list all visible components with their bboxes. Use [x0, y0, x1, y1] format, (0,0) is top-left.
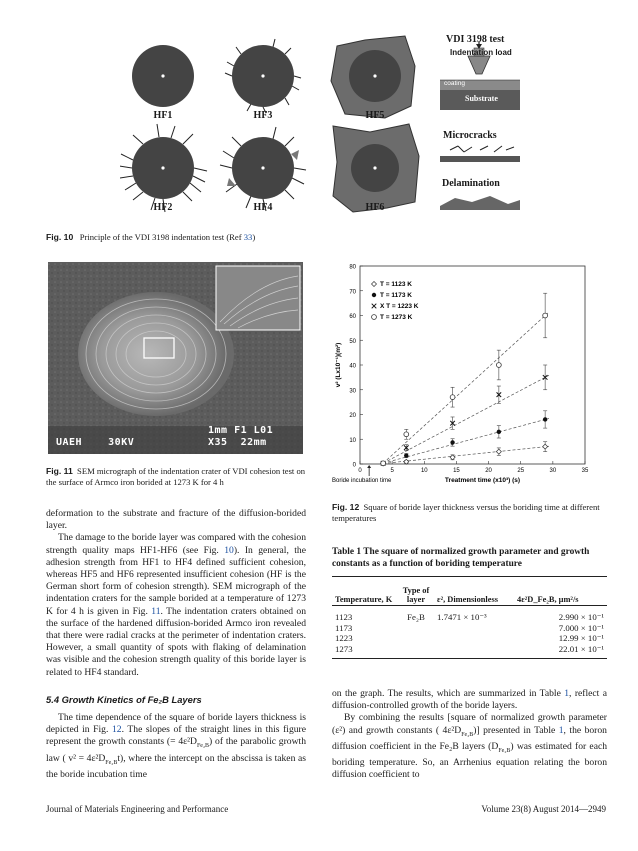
legend-3-label: T = 1273 K: [380, 314, 413, 321]
x-tick-label: 25: [517, 468, 525, 474]
left-p3-sub1: Fe₂B: [196, 743, 210, 750]
legend-2-marker-shape: [372, 304, 377, 309]
x-tick-label: 35: [581, 468, 589, 474]
hf1-label: HF1: [153, 110, 173, 121]
fig10-caption-label: Fig. 10: [46, 232, 74, 242]
right-column: [332, 688, 607, 781]
series-1-point: [404, 453, 408, 457]
series-3-point-shape: [496, 363, 501, 368]
series-0-point-shape: [496, 449, 501, 454]
table-1-body: [332, 612, 607, 654]
series-3-point-shape: [381, 461, 386, 466]
table-cell: 7.000 × 10⁻¹: [558, 622, 604, 633]
left-p3-a: The time dependence of the square of boride layers thickness is depicted in Fig.: [46, 712, 306, 736]
right-p2-sub2: Fe₂B: [498, 747, 511, 754]
left-p2-b: ). In general, the adhesion strength from HF1 to HF4 defined sufficient cohesion, whereas HF5 and HF6 represented insufficient cohesion (HF is the German short form of cohesion strength). SEM micrograph of the indentation craters for the sample borided at a temperature of 1273 K for 4 h is given in Fig.: [46, 544, 306, 617]
series-1-point-shape: [450, 440, 454, 444]
series-1-point-shape: [543, 417, 547, 421]
series-0-point: [450, 455, 455, 460]
legend-0-marker: [372, 282, 377, 287]
series-0-point: [496, 449, 501, 454]
coating-label: coating: [444, 80, 465, 87]
delamination-label: Delamination: [442, 178, 500, 189]
right-p2-c: , the boron diffusion coefficient in the Fe₂B layers (D: [332, 724, 607, 752]
left-p2-ref-fig10[interactable]: 10: [224, 544, 234, 556]
left-p2-ref-fig11[interactable]: 11: [151, 605, 161, 617]
legend-1-marker-shape: [372, 293, 376, 297]
series-0-point-shape: [543, 444, 548, 449]
left-p2-c: . The indentation craters obtained on the surface of the hardened diffusion-borided Armco iron revealed that there were radial cracks at the perimeter of indentation craters. However, a small quantity of spots with flaking of delamination was visible and the cohesion strength quality of this boride layer is related to HF4 standard.: [46, 605, 306, 678]
left-p1: deformation to the substrate and fracture of the diffusion-borided layer.: [46, 508, 306, 532]
figure-10: [120, 28, 520, 228]
table-row: [332, 612, 607, 623]
table-1-title: Table 1 The square of normalized growth parameter and growth constants as a function of boriding temperature: [332, 547, 590, 569]
x-tick-label: 20: [485, 468, 492, 474]
table-header-type: Type of layer: [402, 586, 430, 604]
hf2-label: HF2: [153, 202, 173, 213]
hf6-indent: [333, 124, 419, 212]
section-5-4-heading: 5.4 Growth Kinetics of Fe₂B Layers: [46, 693, 202, 705]
legend-2-marker: [372, 304, 377, 309]
table-cell: 12.99 × 10⁻¹: [558, 633, 604, 643]
right-p2: [332, 712, 607, 781]
y-tick-label: 0: [352, 462, 356, 469]
hf6-label: HF6: [365, 202, 385, 213]
fig12-caption-text: Square of boride layer thickness versus the boriding time at different temperatures: [332, 502, 600, 523]
x-tick-label: 15: [453, 468, 460, 474]
series-3-point: [543, 313, 548, 318]
y-tick-label: 50: [349, 338, 356, 345]
series-1-point: [497, 430, 501, 434]
table-cell: [398, 644, 434, 655]
footer-volume: Volume 23(8) August 2014—2949: [481, 804, 606, 814]
table-cell: Fe₂B: [407, 612, 425, 622]
legend-1-label: T = 1173 K: [380, 292, 412, 299]
series-1-point: [450, 440, 454, 444]
series-1-point-shape: [404, 453, 408, 457]
fig10-caption-text: Principle of the VDI 3198 indentation test (Ref: [79, 232, 242, 242]
left-p2: [46, 532, 306, 678]
indentation-load-label: Indentation load: [450, 48, 512, 57]
series-3-point-shape: [543, 313, 548, 318]
fig12-svg: [330, 258, 600, 490]
legend-1-marker: [372, 293, 376, 297]
table-cell: [434, 633, 514, 644]
hf1-indent: [132, 45, 194, 107]
x-tick-label: 0: [358, 468, 362, 474]
series-0-point-shape: [450, 455, 455, 460]
fig10-caption-ref[interactable]: 33: [243, 232, 253, 242]
table-header-temp: Temperature, K: [335, 595, 393, 604]
hf2-indent: [120, 124, 207, 212]
series-0-point: [543, 444, 548, 449]
legend-0-label: T = 1123 K: [380, 281, 412, 288]
table-cell: 1.7471 × 10⁻³: [437, 612, 487, 622]
table-1-grid: [332, 577, 607, 605]
hf5-indent: [331, 36, 415, 118]
left-p3-d: t), where the intercept on the abscissa is taken as the boride incubation time: [46, 752, 306, 780]
table-cell: 1173: [335, 622, 353, 633]
right-p1-a: on the graph. The results, which are summarized in Table: [332, 688, 561, 699]
table-header-eps: ε², Dimensionless: [437, 595, 498, 604]
table-cell: [398, 633, 434, 644]
hf4-label: HF4: [253, 202, 273, 213]
hf3-label: HF3: [253, 110, 273, 121]
hf3-indent: [225, 39, 301, 113]
footer-journal: Journal of Materials Engineering and Performance: [46, 804, 229, 814]
right-p2-a: By combining the results [square of normalized growth parameter (ε²) and growth constants ( 4ε²D: [332, 712, 607, 736]
table-cell: 1123: [335, 612, 353, 622]
sem-overlay-line1: 1mm F1 L01: [208, 425, 274, 436]
legend-3-marker: [372, 315, 377, 320]
right-p2-ref-table1[interactable]: 1: [558, 724, 564, 736]
table-cell: [398, 623, 434, 634]
y-tick-label: 40: [349, 363, 356, 370]
fig11-caption-text: SEM micrograph of the indentation crater of VDI cohesion test on the surface of Armco iron borided at 1273 K for 4 h: [46, 466, 306, 487]
y-tick-label: 20: [349, 413, 356, 419]
series-3-point-shape: [404, 432, 409, 437]
legend-2-label: X T = 1223 K: [380, 303, 419, 310]
left-p2-a: The damage to the boride layer was compared with the cohesion strength quality maps HF1-HF6 (see Fig.: [46, 532, 306, 556]
legend-0-marker-shape: [372, 282, 377, 287]
table-row: [332, 644, 607, 655]
table-cell: [434, 623, 514, 634]
y-tick-label: 10: [349, 437, 356, 444]
table-row: [332, 633, 607, 644]
x-axis-label: Treatment time (x10³) (s): [444, 477, 521, 484]
hf4-indent: [220, 127, 306, 211]
fig10-caption-end: ): [252, 232, 256, 242]
fig12-caption-label: Fig. 12: [332, 502, 360, 512]
series-3-point: [496, 363, 501, 368]
left-p3: [46, 712, 306, 781]
right-p1-ref-table1[interactable]: 1: [564, 688, 570, 699]
series-1-point: [543, 417, 547, 421]
right-p2-d: ) was estimated for each boriding temperature. So, an Arrhenius equation relating the boron diffusion coefficient to: [332, 740, 608, 781]
microcracks-label: Microcracks: [443, 130, 497, 141]
right-p2-b: )] presented in Table: [473, 724, 556, 736]
fig11-caption: [46, 466, 306, 488]
fig10-drawing: [120, 28, 520, 228]
right-p2-sub: Fe₂B: [461, 731, 474, 738]
fig12-caption: [332, 502, 607, 524]
substrate-label: Substrate: [465, 94, 498, 103]
table-cell: 1223: [335, 633, 353, 643]
fig11-caption-label: Fig. 11: [46, 466, 73, 476]
x-tick-label: 10: [420, 468, 428, 474]
table-row: [332, 623, 607, 634]
sem-overlay-line2-right: X35 22mm: [208, 437, 267, 448]
table-header-growth: 4ε²D_Fe₂B, µm²/s: [517, 595, 579, 604]
table-1: [332, 546, 607, 659]
incubation-arrowhead: [367, 465, 371, 468]
y-tick-label: 70: [349, 289, 356, 296]
x-tick-label: 5: [390, 468, 394, 474]
table-cell: 1273: [335, 643, 353, 654]
series-3-point: [450, 395, 455, 400]
legend-3-marker-shape: [372, 315, 377, 320]
table-cell: 22.01 × 10⁻¹: [558, 643, 604, 654]
left-p3-sub2: Fe₂B: [105, 759, 118, 766]
y-tick-label: 80: [349, 264, 356, 271]
figure-12-chart: [330, 258, 600, 490]
series-1-point-shape: [497, 430, 501, 434]
sem-overlay-line2-left: UAEH 30KV: [56, 437, 135, 448]
hf5-label: HF5: [365, 110, 385, 121]
left-column: [46, 508, 306, 781]
incubation-label: Boride incubation time: [332, 478, 392, 484]
right-p1-b: , reflect a diffusion-controlled growth of the boride layers.: [332, 688, 607, 712]
series-3-point: [404, 432, 409, 437]
y-axis-label: v² (Lx10⁻¹)(m²): [335, 342, 342, 388]
fig10-caption: [46, 232, 606, 243]
left-p3-b: . The slopes of the straight lines in this figure represent the growth constants (= 4ε²D: [46, 724, 306, 748]
figure-11-sem: [48, 262, 303, 454]
table-cell: [434, 644, 514, 655]
table-cell: 2.990 × 10⁻¹: [558, 612, 604, 622]
left-p3-ref-fig12[interactable]: 12: [111, 724, 122, 736]
y-tick-label: 60: [349, 314, 356, 320]
left-p3-c: ) of the parabolic growth law ( v² = 4ε²D: [46, 736, 306, 764]
vdi-title: VDI 3198 test: [446, 34, 505, 45]
y-tick-label: 30: [349, 388, 356, 395]
series-3-point-shape: [450, 395, 455, 400]
x-tick-label: 30: [549, 468, 557, 474]
right-p1: [332, 688, 607, 712]
series-3-point: [381, 461, 386, 466]
